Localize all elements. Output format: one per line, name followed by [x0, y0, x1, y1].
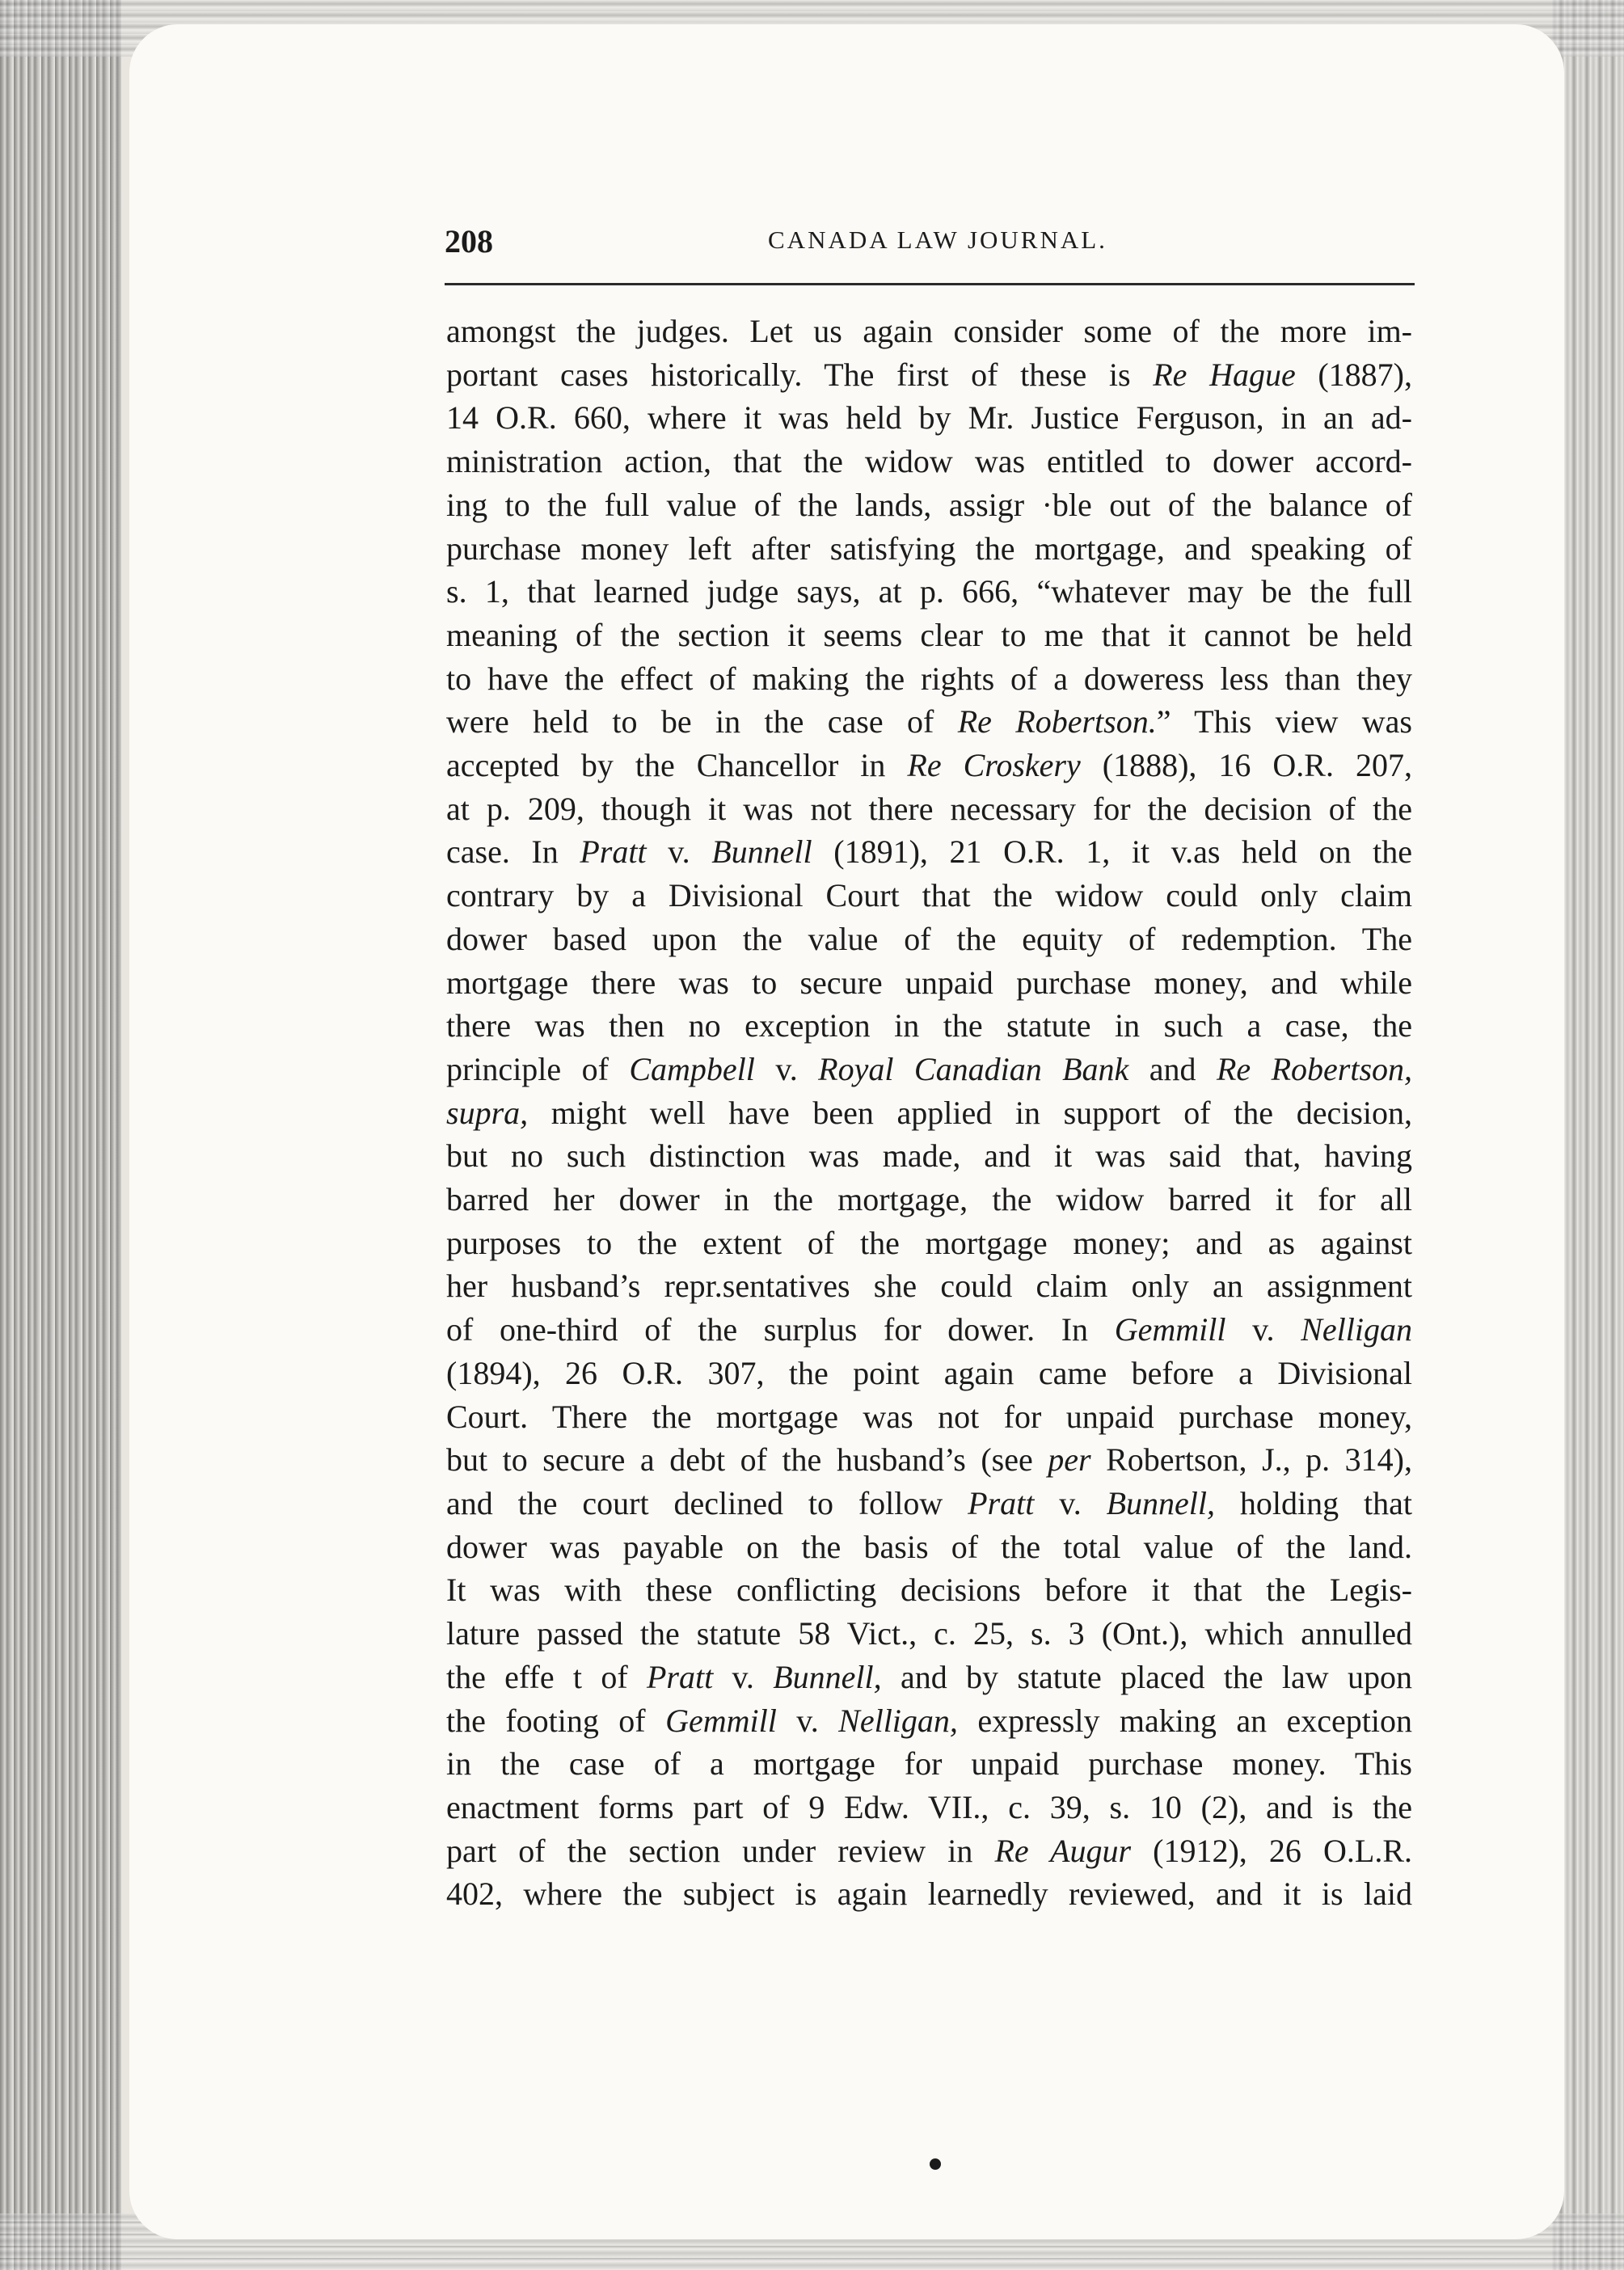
text-line: the footing of — [446, 1702, 666, 1739]
text-line: but no such distinction was made, and it was said that, having — [446, 1137, 1412, 1175]
text-line: at p. 209, though it was not there necessary for the decision of the — [446, 790, 1412, 827]
text-line: amongst the judges. Let us again consider some of the more im- — [446, 313, 1412, 349]
text-line: v. — [754, 1050, 819, 1087]
body-paragraph — [446, 310, 1412, 1916]
case-name: Bunnell, — [773, 1658, 882, 1695]
text-line: lature passed the statute 58 Vict., c. 25, s. 3 (Ont.), which annulled — [446, 1615, 1412, 1652]
text-line: her husband’s repr.sentatives she could claim only an assignment — [446, 1268, 1412, 1305]
running-head: CANADA LAW JOURNAL. — [768, 226, 1107, 254]
text-line: v. — [776, 1702, 839, 1739]
text-line: mortgage there was to secure unpaid purchase money, and while — [446, 964, 1412, 1001]
text-line: and by statute placed the law upon — [881, 1658, 1412, 1695]
text-line: meaning of the section it seems clear to me that it cannot be held — [446, 616, 1412, 653]
text-line: (1894), 26 O.R. 307, the point again came before a Divisional — [446, 1354, 1412, 1391]
text-line: to have the effect of making the rights of a doweress less than they — [446, 660, 1412, 697]
text-line: dower was payable on the basis of the total value of the land. — [446, 1528, 1412, 1565]
text-line: principle of — [446, 1050, 630, 1087]
scan-left-edge — [0, 0, 121, 2270]
text-line: Court. There the mortgage was not for unpaid purchase money, — [446, 1398, 1412, 1435]
case-name: Campbell — [629, 1050, 755, 1087]
text-line: the effe t of — [446, 1658, 647, 1695]
text-line: barred her dower in the mortgage, the widow barred it for all — [446, 1181, 1412, 1218]
text-line: accepted by the Chancellor in — [446, 747, 908, 784]
case-name: Nelligan — [1301, 1311, 1412, 1348]
case-name: Re Croskery — [907, 747, 1081, 784]
text-line: (1912), 26 O.L.R. — [1131, 1832, 1412, 1869]
text-line: v. — [1225, 1311, 1301, 1348]
text-line: might well have been applied in support of the decision, — [528, 1094, 1412, 1131]
text-line: were held to be in the case of — [446, 703, 958, 740]
text-line: case. In — [446, 833, 580, 871]
case-name: Gemmill — [665, 1702, 777, 1739]
text-line: expressly making an exception — [957, 1702, 1413, 1739]
text-line: portant cases historically. The first of these is — [446, 356, 1154, 393]
text-line: and the court declined to follow — [446, 1484, 968, 1521]
text-line: s. 1, that learned judge says, at p. 666, “whatever may be the full — [446, 573, 1412, 610]
case-name: Gemmill — [1114, 1311, 1226, 1348]
case-name: per — [1048, 1441, 1091, 1479]
case-name: Royal Canadian Bank — [818, 1050, 1129, 1087]
text-line: holding that — [1215, 1484, 1412, 1521]
case-name: Re Robertson, — [1216, 1050, 1413, 1087]
text-line: ing to the full value of the lands, assigr ·ble out of the balance of — [446, 486, 1412, 523]
text-line: ” This view was — [1156, 703, 1412, 740]
text-line: in the case of a mortgage for unpaid purchase money. This — [446, 1745, 1412, 1783]
footer-mark — [930, 2158, 941, 2170]
text-line: dower based upon the value of the equity of redemption. The — [446, 920, 1412, 957]
text-line: 14 O.R. 660, where it was held by Mr. Justice Ferguson, in an ad- — [446, 399, 1412, 437]
case-name: Bunnell — [711, 833, 812, 871]
text-line: purchase money left after satisfying the mortgage, and speaking of — [446, 530, 1412, 567]
text-line: but to secure a debt of the husband’s (see — [446, 1441, 1048, 1479]
case-name: Re Augur — [994, 1832, 1132, 1869]
case-name: Re Robertson. — [957, 703, 1157, 740]
text-line: It was with these conflicting decisions before it that the Legis- — [446, 1572, 1412, 1609]
text-line: (1888), 16 O.R. 207, — [1080, 747, 1412, 784]
text-line: Robertson, J., p. 314), — [1090, 1441, 1412, 1479]
text-line: ministration action, that the widow was entitled to dower accord- — [446, 443, 1412, 480]
case-name: Pratt — [646, 1658, 714, 1695]
text-line: (1891), 21 O.R. 1, it v.as held on the — [812, 833, 1413, 871]
case-name: Nelligan, — [838, 1702, 958, 1739]
case-name: supra, — [446, 1094, 529, 1131]
case-name: Pratt — [580, 833, 647, 871]
text-line: 402, where the subject is again learnedly reviewed, and it is laid — [446, 1875, 1412, 1913]
header-rule — [445, 283, 1415, 285]
text-line: there was then no exception in the statute in such a case, the — [446, 1007, 1412, 1044]
text-line: (1887), — [1295, 356, 1412, 393]
case-name: Re Hague — [1153, 356, 1296, 393]
text-line: enactment forms part of 9 Edw. VII., c. 39, s. 10 (2), and is the — [446, 1788, 1412, 1825]
text-line: contrary by a Divisional Court that the widow could only claim — [446, 877, 1412, 914]
text-line: of one-third of the surplus for dower. In — [446, 1311, 1115, 1348]
page-number: 208 — [445, 223, 493, 259]
text-line: part of the section under review in — [446, 1832, 995, 1869]
text-line: v. — [713, 1658, 774, 1695]
case-name: Bunnell, — [1106, 1484, 1216, 1521]
text-line: and — [1128, 1050, 1217, 1087]
text-line: v. — [646, 833, 712, 871]
case-name: Pratt — [968, 1484, 1035, 1521]
text-line: purposes to the extent of the mortgage money; and as against — [446, 1224, 1412, 1261]
page-header — [445, 222, 1431, 271]
text-line: v. — [1034, 1484, 1107, 1521]
